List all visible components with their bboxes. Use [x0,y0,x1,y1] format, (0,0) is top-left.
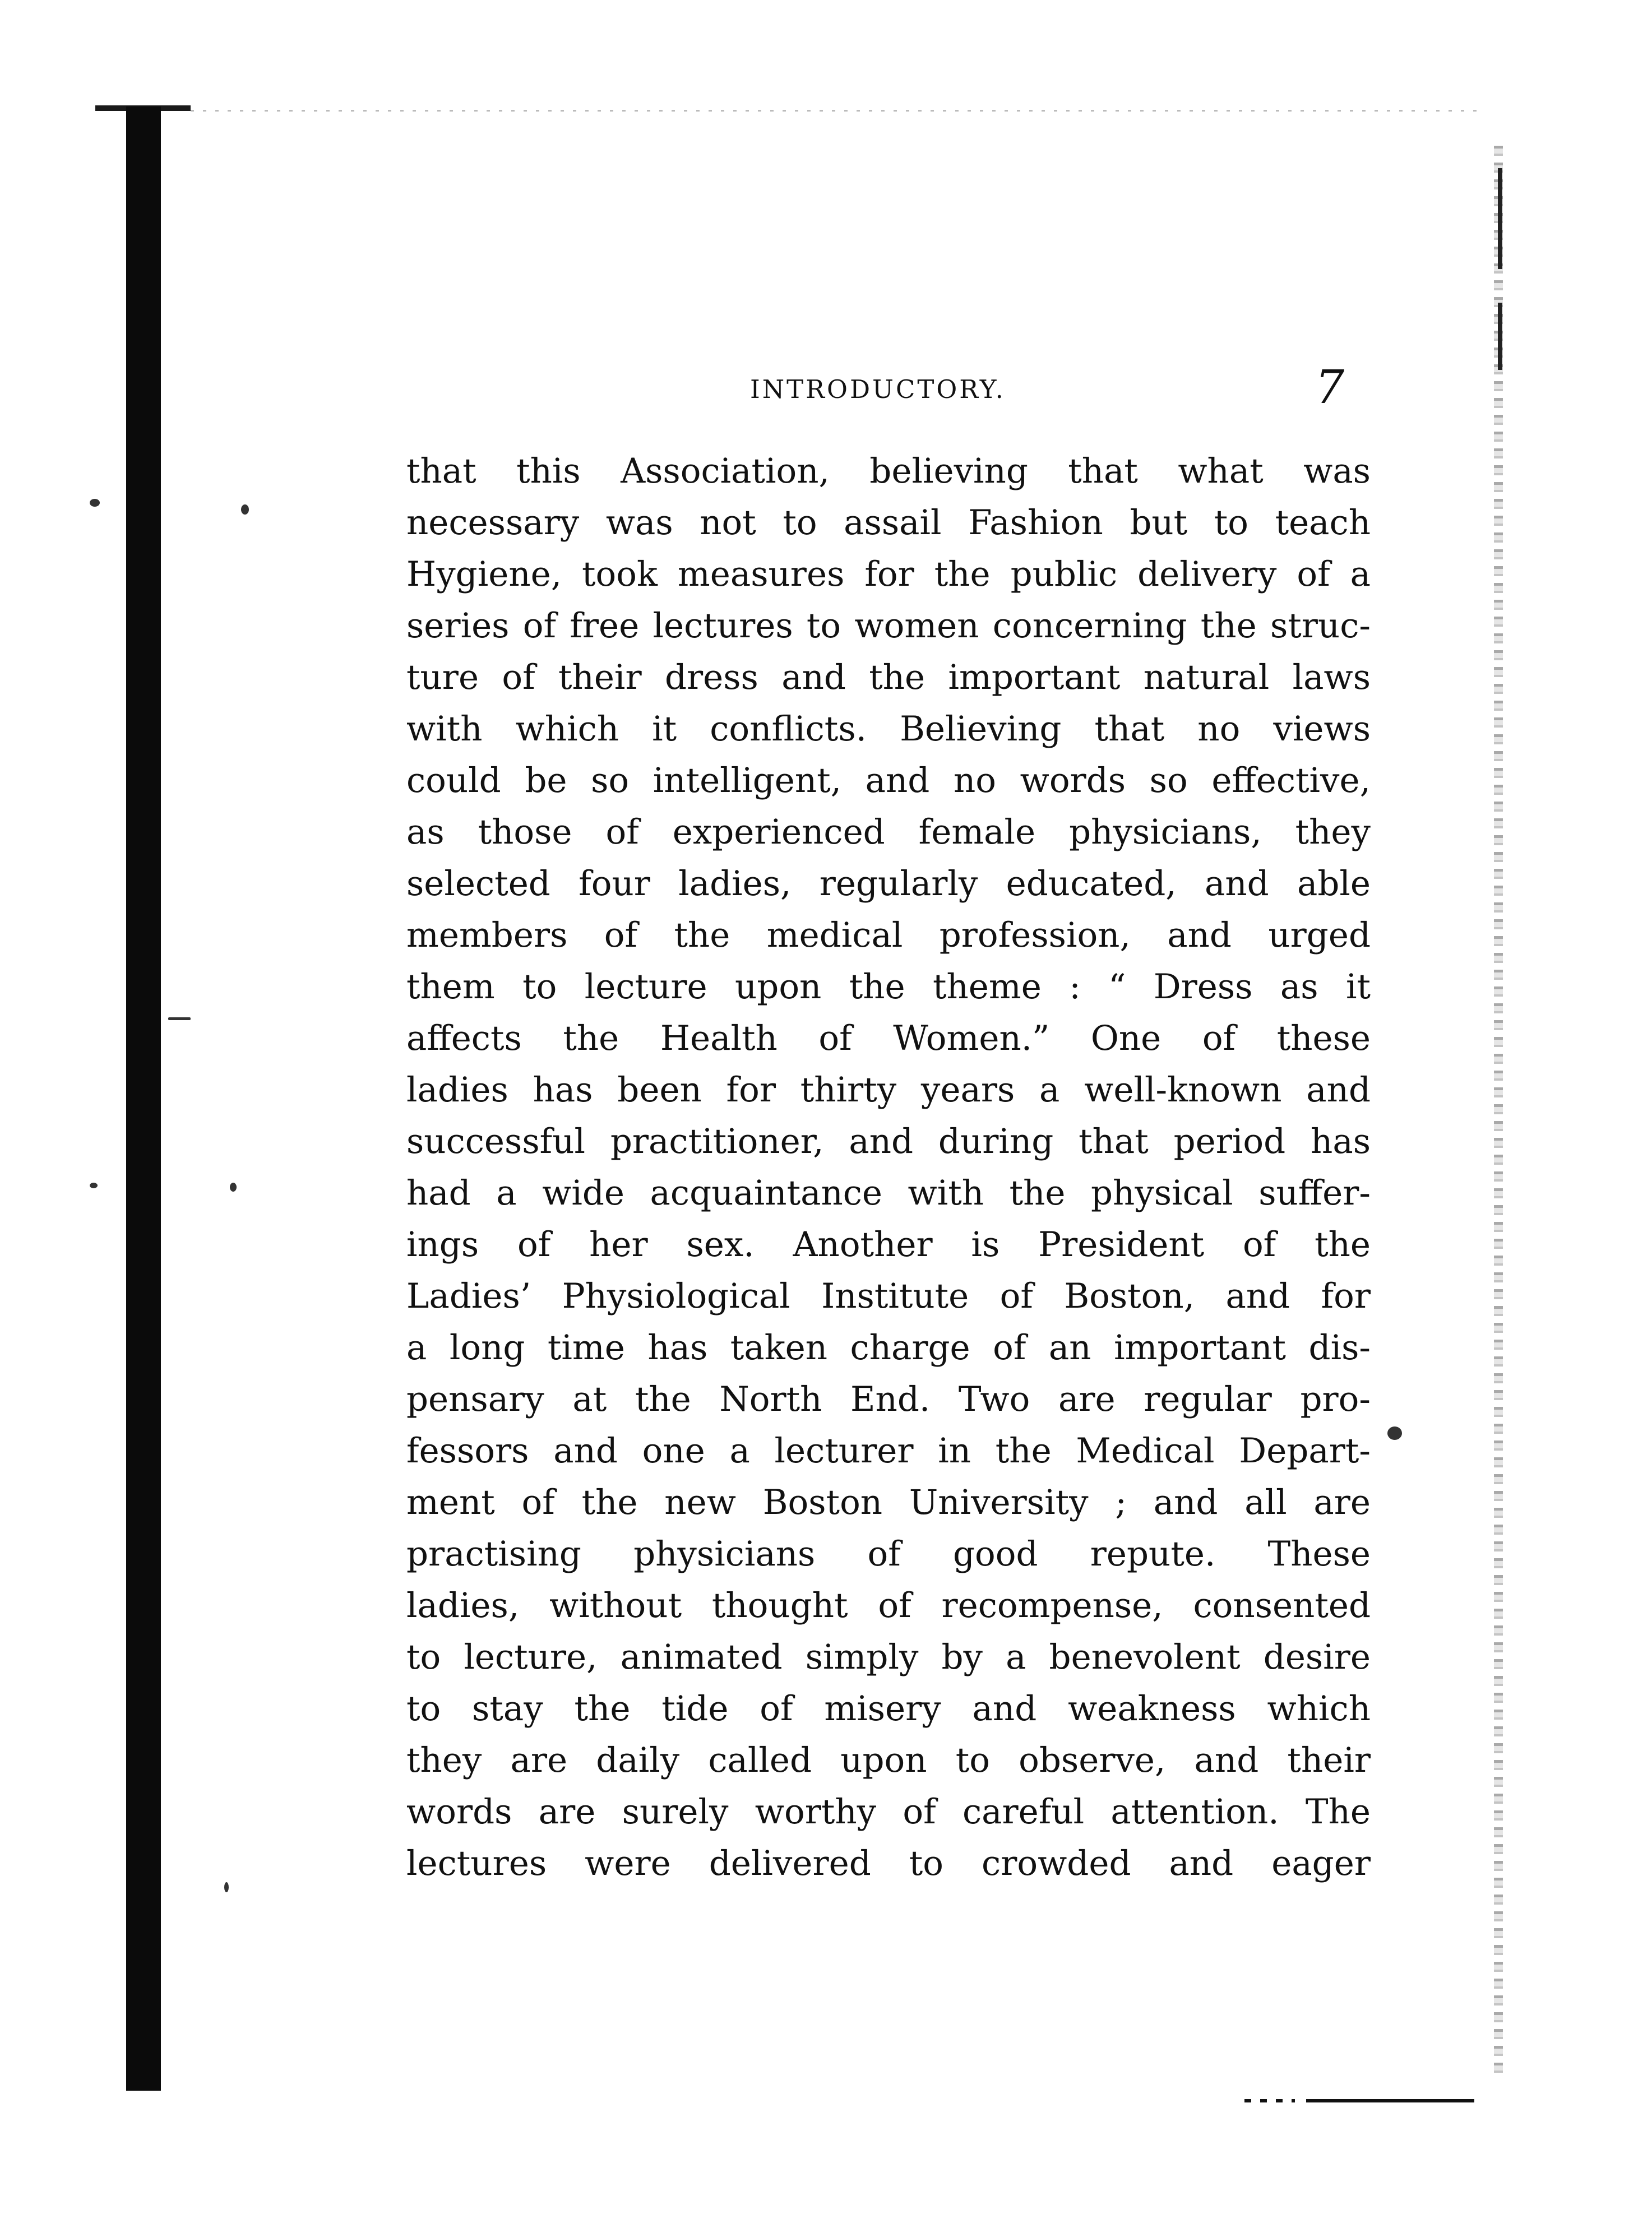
text-line: pensary at the North End. Two are regular pro- [406,1379,1371,1419]
text-line: ladies has been for thirty years a well-known and [406,1070,1371,1110]
text-line: to stay the tide of misery and weakness which [406,1689,1371,1729]
text-line: ment of the new Boston University ; and all are [406,1483,1371,1522]
page-number: 7 [1315,361,1345,414]
bottom-edge-rule [1306,2099,1474,2102]
text-line: could be so intelligent, and no words so effective, [406,761,1371,800]
text-line: with which it conflicts. Believing that no views [406,709,1371,749]
text-line: had a wide acquaintance with the physical suffer- [406,1173,1371,1213]
text-line: to lecture, animated simply by a benevolent desire [406,1637,1371,1677]
text-line: as those of experienced female physicians, they [406,812,1371,852]
right-edge-mark [1498,168,1502,269]
running-head: INTRODUCTORY. [750,374,1006,404]
text-line: them to lecture upon the theme : “ Dress as it [406,967,1371,1007]
scan-speck [90,499,100,507]
scan-speck [90,1183,98,1188]
scan-speck [230,1183,237,1192]
body-text [406,446,1371,1889]
text-line: selected four ladies, regularly educated, and able [406,864,1371,904]
right-edge-mark [1498,303,1502,370]
text-line: series of free lectures to women concerning the struc- [406,606,1371,646]
binding-gutter [126,106,161,2091]
text-line: that this Association, believing that what was [406,451,1371,491]
page-header [750,361,1367,415]
text-line: fessors and one a lecturer in the Medical Depart- [406,1431,1371,1471]
text-line: they are daily called upon to observe, and their [406,1740,1371,1780]
top-edge-rule [191,110,1480,112]
scan-speck [168,1017,191,1020]
bottom-edge-dots [1244,2099,1295,2102]
text-line: Hygiene, took measures for the public delivery of a [406,554,1371,594]
text-line: members of the medical profession, and urged [406,915,1371,955]
text-line: affects the Health of Women.” One of these [406,1018,1371,1058]
text-line: ladies, without thought of recompense, consented [406,1586,1371,1625]
right-page-edge [1494,146,1503,2074]
text-line: practising physicians of good repute. These [406,1534,1371,1574]
scan-speck [241,504,249,515]
text-line: successful practitioner, and during that period has [406,1122,1371,1161]
text-line: ings of her sex. Another is President of the [406,1225,1371,1265]
text-line: Ladies’ Physiological Institute of Boston, and for [406,1276,1371,1316]
text-line: ture of their dress and the important natural laws [406,657,1371,697]
text-line: words are surely worthy of careful attention. The [406,1792,1371,1832]
text-line: lectures were delivered to crowded and eager [406,1844,1371,1883]
text-line: a long time has taken charge of an important dis- [406,1328,1371,1368]
scan-speck [1387,1426,1402,1440]
text-line: necessary was not to assail Fashion but to teach [406,503,1371,543]
scan-speck [224,1882,229,1892]
